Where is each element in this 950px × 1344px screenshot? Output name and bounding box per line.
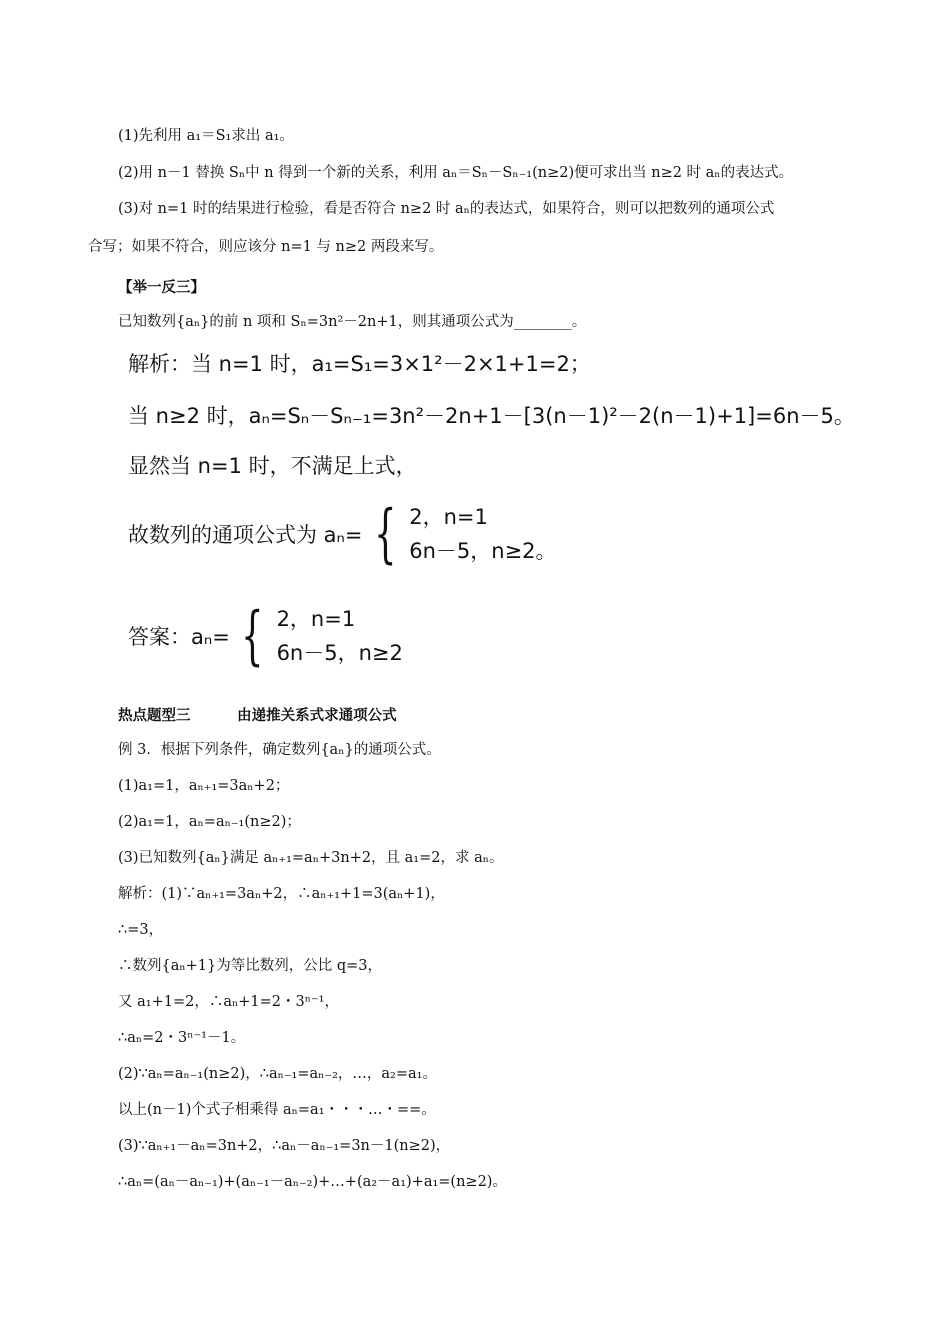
- solution-line-1: 解析：当 n=1 时，a₁=S₁=3×1²－2×1+1=2；: [128, 352, 591, 376]
- example-solution-1: 解析：(1)∵aₙ₊₁=3aₙ+2，∴aₙ₊₁+1=3(aₙ+1)，: [118, 886, 445, 902]
- example-solution-4: 又 a₁+1=2，∴aₙ+1=2・3ⁿ⁻¹，: [118, 994, 339, 1010]
- example-intro: 例 3．根据下列条件，确定数列{aₙ}的通项公式。: [118, 742, 441, 758]
- section-label: 热点题型三: [118, 708, 191, 724]
- piecewise-cases: [409, 500, 556, 568]
- answer-prefix: 答案：aₙ=: [128, 625, 230, 649]
- case-2: 6n－5，n≥2。: [409, 539, 557, 563]
- answer-line: [128, 599, 403, 673]
- solution-line-4: [128, 497, 557, 571]
- left-brace-icon: {: [373, 497, 397, 571]
- section-title: 由递推关系式求通项公式: [237, 708, 397, 724]
- example-solution-2: ∴=3，: [118, 922, 164, 938]
- example-solution-8: (3)∵aₙ₊₁－aₙ=3n+2，∴aₙ－aₙ₋₁=3n－1(n≥2)，: [118, 1138, 451, 1154]
- formula-prefix: 故数列的通项公式为 aₙ=: [128, 523, 363, 547]
- example-solution-7: 以上(n－1)个式子相乘得 aₙ=a₁・・・…・==。: [118, 1102, 436, 1118]
- example-condition-3: (3)已知数列{aₙ}满足 aₙ₊₁=aₙ+3n+2，且 a₁=2，求 aₙ。: [118, 850, 504, 866]
- method-step-2: (2)用 n－1 替换 Sₙ中 n 得到一个新的关系，利用 aₙ＝Sₙ－Sₙ₋₁(n≥2)便可求出当 n≥2 时 aₙ的表达式。: [118, 165, 794, 181]
- solution-line-2: 当 n≥2 时，aₙ=Sₙ－Sₙ₋₁=3n²－2n+1－[3(n－1)²－2(n－1)+1]=6n－5。: [128, 404, 855, 428]
- left-brace-icon: {: [241, 599, 264, 673]
- answer-case-1: 2，n=1: [276, 607, 356, 631]
- answer-cases: [277, 602, 403, 670]
- practice-question: 已知数列{aₙ}的前 n 项和 Sₙ=3n²－2n+1，则其通项公式为________。: [118, 314, 587, 330]
- method-step-3-line-1: (3)对 n=1 时的结果进行检验，看是否符合 n≥2 时 aₙ的表达式，如果符合，则可以把数列的通项公式: [118, 201, 775, 217]
- method-step-3-line-2: 合写；如果不符合，则应该分 n=1 与 n≥2 两段来写。: [88, 239, 444, 255]
- practice-title: 【举一反三】: [118, 280, 205, 296]
- answer-case-2: 6n－5，n≥2: [276, 641, 403, 665]
- section-heading: [118, 704, 397, 725]
- example-condition-2: (2)a₁=1，aₙ=aₙ₋₁(n≥2)；: [118, 814, 301, 830]
- example-solution-3: ∴数列{aₙ+1}为等比数列，公比 q=3，: [118, 958, 383, 974]
- method-step-3: [88, 190, 868, 266]
- method-step-1: (1)先利用 a₁＝S₁求出 a₁。: [118, 128, 294, 144]
- case-1: 2，n=1: [409, 505, 488, 529]
- example-condition-1: (1)a₁=1，aₙ₊₁=3aₙ+2；: [118, 778, 290, 794]
- solution-line-3: 显然当 n=1 时，不满足上式，: [128, 454, 417, 478]
- example-solution-6: (2)∵aₙ=aₙ₋₁(n≥2)，∴aₙ₋₁=aₙ₋₂，…，a₂=a₁。: [118, 1066, 437, 1082]
- example-solution-9: ∴aₙ=(aₙ－aₙ₋₁)+(aₙ₋₁－aₙ₋₂)+…+(a₂－a₁)+a₁=(n≥2)。: [118, 1174, 507, 1190]
- example-solution-5: ∴aₙ=2・3ⁿ⁻¹－1。: [118, 1030, 246, 1046]
